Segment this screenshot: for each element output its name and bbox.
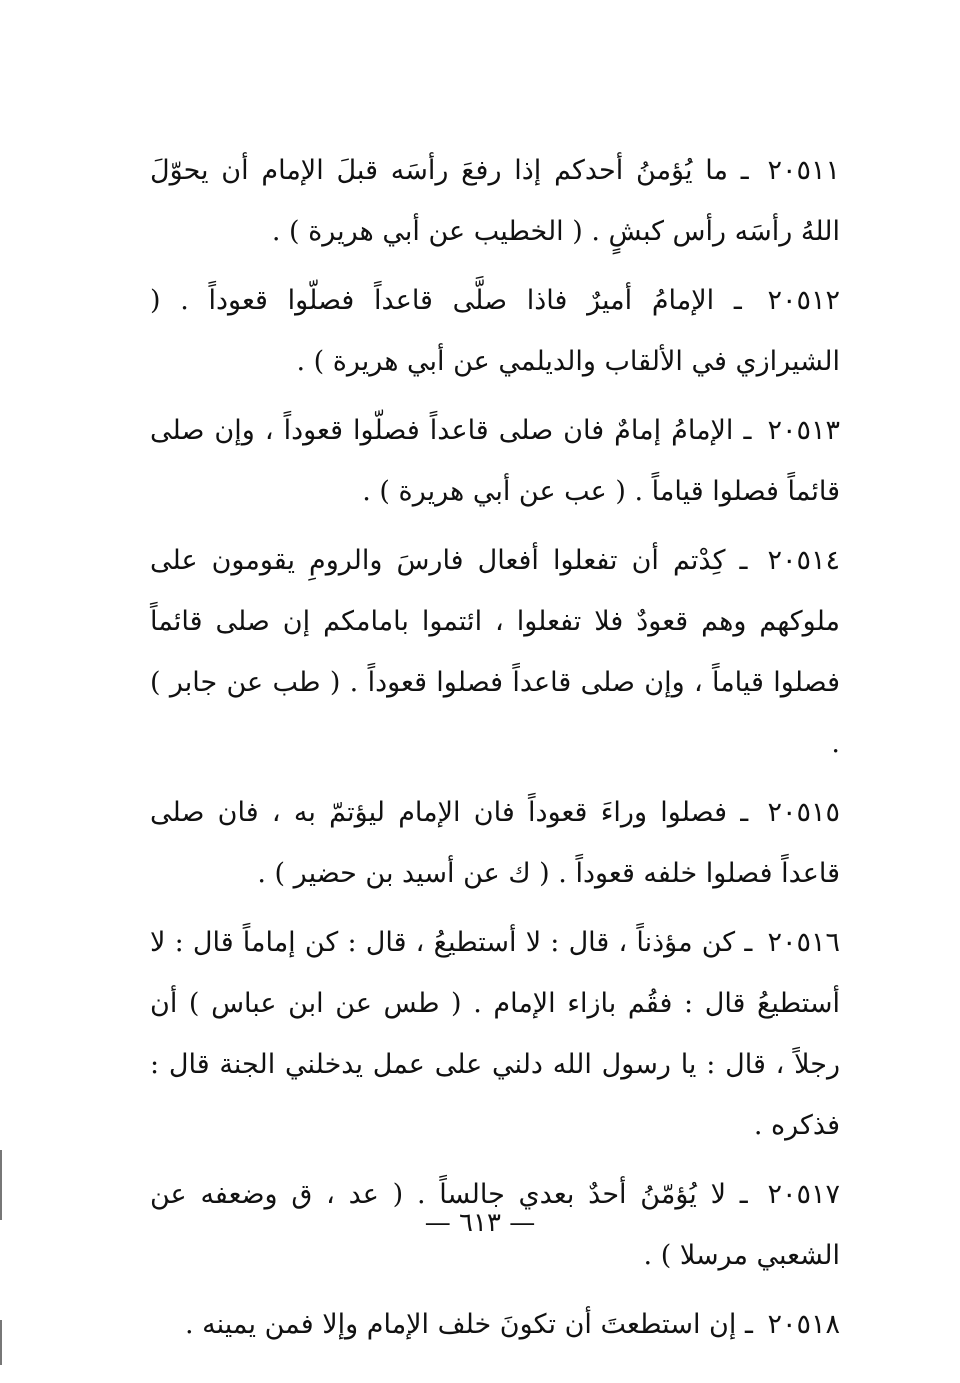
- hadith-text: فصلوا وراءَ قعوداً فان الإمام ليؤتمّ به ، فان صلى قاعداً فصلوا خلفه قعوداً . ( ك عن أسيد بن حضير ) .: [150, 797, 840, 889]
- hadith-20514: [150, 530, 840, 774]
- hadith-number: ٢٠٥١٨: [767, 1309, 840, 1340]
- hadith-text: كن مؤذناً ، قال : لا أستطيعُ ، قال : كن إماماً قال : لا أستطيعُ قال : فقُم بازاء الإمام . ( طس عن ابن عباس ) أن رجلاً ، قال : يا رسول الله دلني على عمل يدخلني الجنة قال : فذكره .: [150, 927, 840, 1141]
- hadith-text: ما يُؤمنُ أحدكم إذا رفعَ رأسَه قبلَ الإمام أن يحوّلَ اللهُ رأسَه رأس كبشٍ . ( الخطيب عن أبي هريرة ) .: [150, 155, 840, 247]
- hadith-number: ٢٠٥١٤: [767, 545, 840, 576]
- hadith-number: ٢٠٥١٦: [767, 927, 840, 958]
- hadith-20516: [150, 912, 840, 1156]
- hadith-text: إن استطعتَ أن تكونَ خلف الإمام وإلا فمن يمينه .: [184, 1309, 737, 1340]
- page-body: [150, 140, 840, 1363]
- dash: ـ: [733, 285, 742, 316]
- page-number: — ٦١٣ —: [424, 1208, 536, 1238]
- hadith-20515: [150, 782, 840, 904]
- hadith-20512: [150, 270, 840, 392]
- hadith-20511: [150, 140, 840, 262]
- scan-edge-mark: [0, 1320, 2, 1365]
- hadith-number: ٢٠٥١٥: [767, 797, 840, 828]
- hadith-number: ٢٠٥١٢: [767, 285, 840, 316]
- dash: ـ: [744, 1309, 753, 1340]
- dash: ـ: [739, 545, 748, 576]
- hadith-text: كِدْتم أن تفعلوا أفعال فارسَ والرومِ يقومون على ملوكهم وهم قعودٌ فلا تفعلوا ، ائتموا بامامكم إن صلى قائماً فصلوا قياماً ، وإن صلى قاعداً فصلوا قعوداً . ( طب عن جابر ) .: [150, 545, 840, 759]
- hadith-20513: [150, 400, 840, 522]
- hadith-number: ٢٠٥١١: [767, 155, 840, 186]
- hadith-number: ٢٠٥١٣: [767, 415, 840, 446]
- dash: ـ: [740, 797, 749, 828]
- scan-edge-mark: [0, 1150, 2, 1220]
- dash: ـ: [740, 155, 749, 186]
- dash: ـ: [739, 1179, 748, 1210]
- hadith-text: الإمامُ إمامٌ فان صلى قاعداً فصلّوا قعوداً ، وإن صلى قائماً فصلوا قياماً . ( عب عن أبي هريرة ) .: [150, 415, 840, 507]
- dash: ـ: [743, 415, 752, 446]
- dash: ـ: [744, 927, 753, 958]
- hadith-20518: [150, 1294, 840, 1355]
- hadith-number: ٢٠٥١٧: [767, 1179, 840, 1210]
- hadith-text: الإمامُ أميرٌ فاذا صلَّى قاعداً فصلّوا قعوداً . ( الشيرازي في الألقاب والديلمي عن أبي هريرة ) .: [150, 285, 840, 377]
- hadith-text: لا يُؤمّنُ أحدٌ بعدي جالساً . ( عد ، ق وضعفه عن الشعبي مرسلا ) .: [150, 1179, 840, 1271]
